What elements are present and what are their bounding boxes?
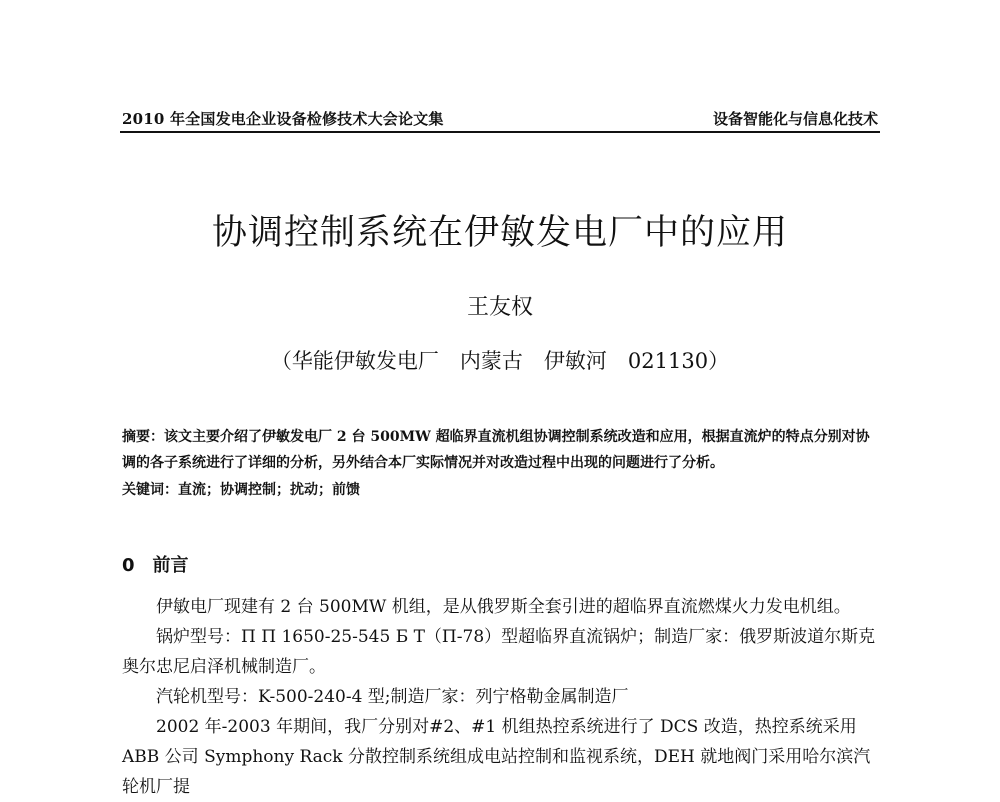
paragraph: 2002 年-2003 年期间，我厂分别对#2、#1 机组热控系统进行了 DCS 改造，热控系统采用 ABB 公司 Symphony Rack 分散控制系统组成电站控制和监视系统，DEH 就地阀门采用哈尔滨汽轮机厂提 [122,717,871,797]
section-title: 前言 [152,555,189,576]
paragraph: 汽轮机型号：K-500-240-4 型;制造厂家：列宁格勒金属制造厂 [156,687,629,707]
running-header-right: 设备智能化与信息化技术 [712,110,878,128]
abstract-label: 摘要： [122,429,164,445]
abstract [122,424,882,476]
abstract-text: 该文主要介绍了伊敏发电厂 2 台 500MW 超临界直流机组协调控制系统改造和应用，根据直流炉的特点分别对协调的各子系统进行了详细的分析，另外结合本厂实际情况并对改造过程中出现的问题进行了分析。 [122,429,870,471]
header-rule [120,131,880,133]
keywords [122,479,882,499]
paragraph: 伊敏电厂现建有 2 台 500MW 机组，是从俄罗斯全套引进的超临界直流燃煤火力发电机组。 [156,597,851,617]
running-header-left: 2010 年全国发电企业设备检修技术大会论文集 [122,110,444,128]
section-heading [122,551,189,577]
section-number: 0 [122,555,135,576]
keywords-label: 关键词： [122,482,178,498]
paper-title: 协调控制系统在伊敏发电厂中的应用 [211,213,788,253]
author-name: 王友权 [466,295,533,320]
keywords-text: 直流；协调控制；扰动；前馈 [178,482,360,498]
author-affiliation: （华能伊敏发电厂 内蒙古 伊敏河 021130） [270,349,730,373]
paragraph: 锅炉型号：П П 1650-25-545 Б Т（П-78）型超临界直流锅炉；制造厂家：俄罗斯波道尔斯克奥尔忠尼启泽机械制造厂。 [122,627,876,677]
